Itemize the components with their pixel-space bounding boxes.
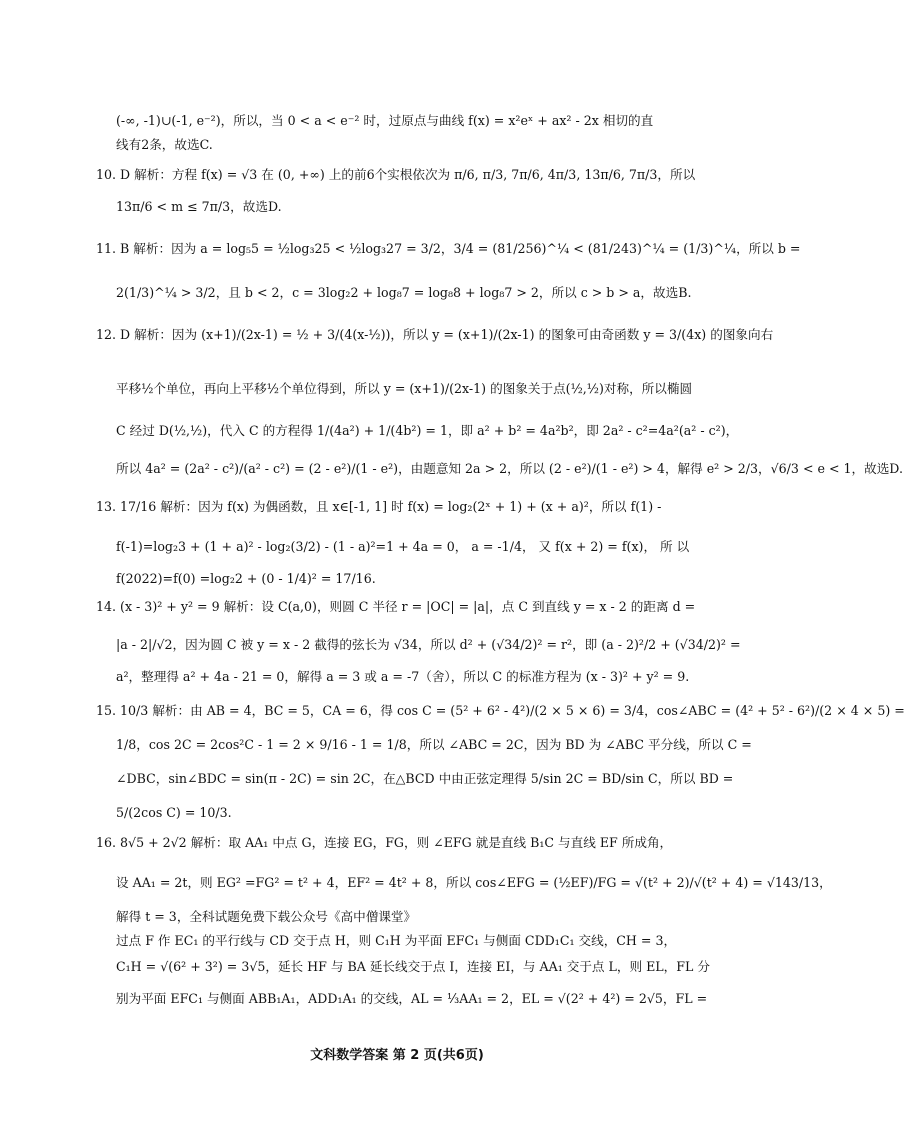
text-line: 平移½个单位，再向上平移½个单位得到，所以 y = (x+1)/(2x-1) 的图象关于点(½,½)对称，所以椭圆	[116, 381, 693, 396]
text-line: 线有2条，故选C.	[116, 137, 213, 152]
answer-14-line: 14. (x - 3)² + y² = 9 解析：设 C(a,0)，则圆 C 半径 r = |OC| = |a|，点 C 到直线 y = x - 2 的距离 d =	[96, 599, 696, 614]
text-line: 1/8，cos 2C = 2cos²C - 1 = 2 × 9/16 - 1 = 1/8，所以 ∠ABC = 2C，因为 BD 为 ∠ABC 平分线，所以 C =	[116, 737, 752, 752]
text-line: 2(1/3)^¼ > 3/2，且 b < 2，c = 3log₂2 + log₈7 = log₈8 + log₈7 > 2，所以 c > b > a，故选B.	[116, 285, 692, 300]
answer-11-line: 11. B 解析：因为 a = log₅5 = ½log₃25 < ½log₃27 = 3/2，3/4 = (81/256)^¼ < (81/243)^¼ = (1/3)^¼，所以 b =	[96, 241, 801, 256]
text-line: 13π/6 < m ≤ 7π/3，故选D.	[116, 199, 282, 214]
text-line: 所以 4a² = (2a² - c²)/(a² - c²) = (2 - e²)/(1 - e²)，由题意知 2a > 2，所以 (2 - e²)/(1 - e²) > 4，解得 e² > 2/3，√6/3 < e < 1，故选D.	[116, 461, 903, 476]
text-line: 解得 t = 3，全科试题免费下载公众号《高中僧课堂》	[116, 909, 417, 924]
text-line: f(2022)=f(0) =log₂2 + (0 - 1/4)² = 17/16.	[116, 571, 376, 586]
text-line: 设 AA₁ = 2t，则 EG² =FG² = t² + 4，EF² = 4t² + 8，所以 cos∠EFG = (½EF)/FG = √(t² + 2)/√(t² + 4) = √143/13，	[116, 875, 832, 890]
text-line: ∠DBC，sin∠BDC = sin(π - 2C) = sin 2C，在△BCD 中由正弦定理得 5/sin 2C = BD/sin C，所以 BD =	[116, 771, 734, 786]
text-line: |a - 2|/√2，因为圆 C 被 y = x - 2 截得的弦长为 √34，所以 d² + (√34/2)² = r²，即 (a - 2)²/2 + (√34/2)² =	[116, 637, 741, 652]
answer-13-line: 13. 17/16 解析：因为 f(x) 为偶函数，且 x∈[-1, 1] 时 f(x) = log₂(2ˣ + 1) + (x + a)²，所以 f(1) -	[96, 499, 662, 514]
answer-15-line: 15. 10/3 解析：由 AB = 4，BC = 5，CA = 6，得 cos C = (5² + 6² - 4²)/(2 × 5 × 6) = 3/4，cos∠ABC = (4² + 5² - 6²)/(2 × 4 × 5) =	[96, 703, 905, 718]
text-line: a²，整理得 a² + 4a - 21 = 0，解得 a = 3 或 a = -7（舍），所以 C 的标准方程为 (x - 3)² + y² = 9.	[116, 669, 690, 684]
text-line: 过点 F 作 EC₁ 的平行线与 CD 交于点 H，则 C₁H 为平面 EFC₁ 与侧面 CDD₁C₁ 交线，CH = 3，	[116, 933, 677, 948]
text-line: C 经过 D(½,½)，代入 C 的方程得 1/(4a²) + 1/(4b²) = 1，即 a² + b² = 4a²b²，即 2a² - c²=4a²(a² - c²)，	[116, 423, 739, 438]
text-line: 别为平面 EFC₁ 与侧面 ABB₁A₁，ADD₁A₁ 的交线，AL = ⅓AA₁ = 2，EL = √(2² + 4²) = 2√5，FL =	[116, 991, 708, 1006]
answer-10-line: 10. D 解析：方程 f(x) = √3 在 (0, +∞) 上的前6个实根依次为 π/6, π/3, 7π/6, 4π/3, 13π/6, 7π/3，所以	[96, 167, 696, 182]
text-line: f(-1)=log₂3 + (1 + a)² - log₂(3/2) - (1 - a)²=1 + 4a = 0， a = -1/4， 又 f(x + 2) = f(x)， 所 以	[116, 539, 690, 554]
answer-16-line: 16. 8√5 + 2√2 解析：取 AA₁ 中点 G，连接 EG，FG，则 ∠EFG 就是直线 B₁C 与直线 EF 所成角，	[96, 835, 673, 850]
text-line: C₁H = √(6² + 3²) = 3√5，延长 HF 与 BA 延长线交于点 I，连接 EI，与 AA₁ 交于点 L，则 EL，FL 分	[116, 959, 710, 974]
answer-12-line: 12. D 解析：因为 (x+1)/(2x-1) = ½ + 3/(4(x-½))，所以 y = (x+1)/(2x-1) 的图象可由奇函数 y = 3/(4x) 的图象向右	[96, 327, 774, 342]
text-line: 5/(2cos C) = 10/3.	[116, 805, 232, 820]
text-line: (-∞, -1)∪(-1, e⁻²)，所以，当 0 < a < e⁻² 时，过原点与曲线 f(x) = x²eˣ + ax² - 2x 相切的直	[116, 113, 654, 128]
page-footer: 文科数学答案 第 2 页(共6页)	[310, 1048, 484, 1063]
